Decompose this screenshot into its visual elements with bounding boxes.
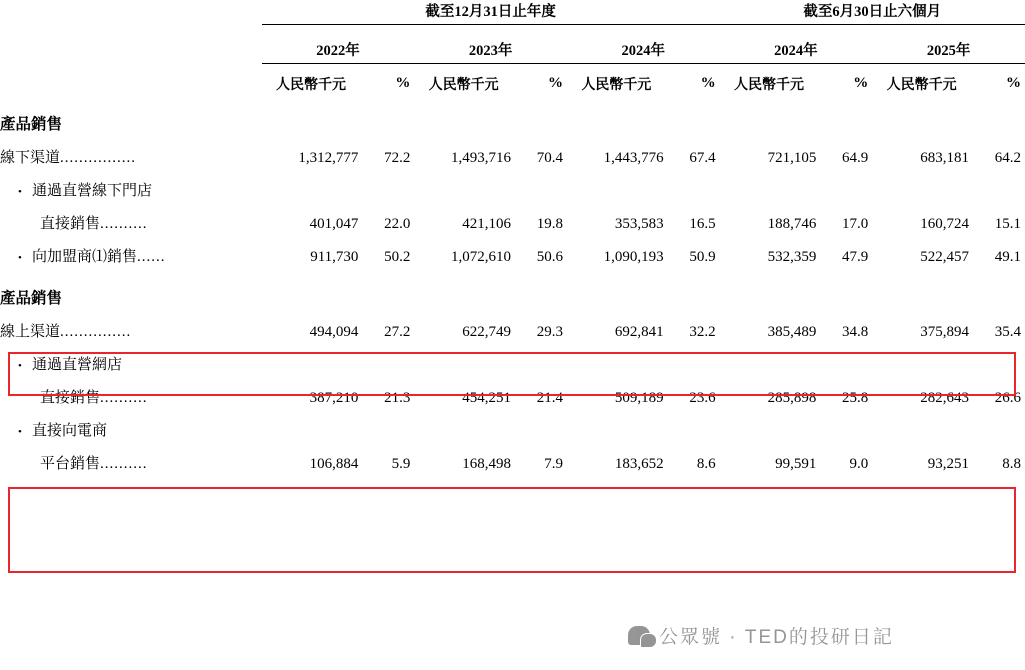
cell-value: 49.1 — [994, 249, 1021, 265]
cell-value: 188,746 — [767, 216, 817, 232]
header-pct-2025-interim: % — [1006, 75, 1021, 91]
cell-value: 385,489 — [767, 324, 817, 340]
cell-value: 50.2 — [384, 249, 411, 265]
cell-value: 72.2 — [384, 150, 411, 166]
cell-value: 21.3 — [384, 390, 411, 406]
table-row-highlighted — [0, 380, 1025, 413]
cell-value: 454,251 — [462, 390, 512, 406]
header-pct-2024-interim: % — [853, 75, 869, 91]
section-title-row — [0, 272, 1025, 314]
header-year-row — [0, 39, 1025, 64]
header-spacer-row — [0, 25, 1025, 40]
cell-value: 509,189 — [614, 390, 664, 406]
cell-value: 1,493,716 — [451, 150, 512, 166]
header-year-2024: 2024年 — [567, 39, 720, 64]
cell-value: 99,591 — [775, 456, 817, 472]
cell-value: 93,251 — [927, 456, 969, 472]
cell-value: 21.4 — [536, 390, 563, 406]
cell-value: 1,090,193 — [603, 249, 664, 265]
leader-dots: .......... — [100, 216, 148, 232]
table-row — [0, 140, 1025, 173]
cell-value: 64.9 — [842, 150, 869, 166]
watermark-text: 公眾號 · TED的投研日記 — [659, 627, 894, 648]
row-label-direct-online-stores: • 通過直營網店 — [18, 357, 123, 373]
table-row-highlighted — [0, 239, 1025, 272]
row-label-online-channel: 線上渠道............... — [0, 324, 132, 340]
header-unit-2025-interim: 人民幣千元 — [886, 78, 957, 93]
leader-dots: .......... — [100, 390, 148, 406]
row-label-platform-sales: 平台銷售.......... — [40, 456, 148, 472]
header-year-2022: 2022年 — [262, 39, 415, 64]
cell-value: 25.8 — [842, 390, 869, 406]
bullet-icon: • — [18, 185, 22, 198]
cell-value: 50.9 — [689, 249, 716, 265]
row-label-franchisee-sales: • 向加盟商⑴銷售...... — [18, 249, 166, 265]
cell-value: 22.0 — [384, 216, 411, 232]
cell-value: 64.2 — [994, 150, 1021, 166]
cell-value: 26.6 — [994, 390, 1021, 406]
header-unit-2023: 人民幣千元 — [428, 78, 499, 93]
cell-value: 721,105 — [767, 150, 817, 166]
cell-value: 34.8 — [842, 324, 869, 340]
cell-value: 1,072,610 — [451, 249, 512, 265]
row-label-direct-sales-offline: 直接銷售.......... — [40, 216, 148, 232]
wechat-icon — [628, 626, 650, 645]
cell-value: 27.2 — [384, 324, 411, 340]
section-title-offline: 產品銷售 — [0, 116, 63, 133]
header-group-interim: 截至6月30日止六個月 — [720, 0, 1025, 25]
cell-value: 622,749 — [462, 324, 512, 340]
header-unit-2022: 人民幣千元 — [276, 78, 347, 93]
cell-value: 911,730 — [310, 249, 359, 265]
header-year-2024-interim: 2024年 — [720, 39, 873, 64]
cell-value: 8.6 — [696, 456, 716, 472]
cell-value: 683,181 — [920, 150, 969, 166]
cell-value: 47.9 — [842, 249, 869, 265]
table-row — [0, 347, 1025, 380]
cell-value: 67.4 — [689, 150, 716, 166]
cell-value: 5.9 — [391, 456, 411, 472]
cell-value: 494,094 — [309, 324, 359, 340]
header-group-annual: 截至12月31日止年度 — [262, 0, 720, 25]
cell-value: 1,312,777 — [298, 150, 359, 166]
cell-value: 9.0 — [849, 456, 869, 472]
cell-value: 168,498 — [462, 456, 512, 472]
row-label-direct-sales-online: 直接銷售.......... — [40, 390, 148, 406]
table-row — [0, 206, 1025, 239]
header-year-2025-interim: 2025年 — [872, 39, 1025, 64]
header-unit-2024: 人民幣千元 — [581, 78, 652, 93]
leader-dots: ...... — [137, 249, 166, 265]
cell-value: 375,894 — [920, 324, 969, 340]
header-corner-blank — [0, 0, 262, 25]
cell-value: 421,106 — [462, 216, 512, 232]
table-row — [0, 446, 1025, 479]
cell-value: 29.3 — [536, 324, 563, 340]
cell-value: 15.1 — [994, 216, 1021, 232]
table-row — [0, 173, 1025, 206]
header-year-blank — [0, 39, 262, 64]
cell-value: 160,724 — [920, 216, 969, 232]
bullet-icon: • — [18, 359, 22, 372]
highlight-box-online-direct-sales — [8, 487, 1016, 573]
cell-value: 16.5 — [689, 216, 716, 232]
watermark — [628, 622, 894, 649]
cell-value: 7.9 — [544, 456, 563, 472]
cell-value: 17.0 — [842, 216, 869, 232]
cell-value: 183,652 — [614, 456, 664, 472]
bullet-icon: • — [18, 425, 22, 438]
cell-value: 522,457 — [920, 249, 969, 265]
cell-value: 19.8 — [536, 216, 563, 232]
header-unit-row — [0, 64, 1025, 99]
row-label-direct-to-ecommerce: • 直接向電商 — [18, 423, 108, 439]
cell-value: 8.8 — [1002, 456, 1021, 472]
header-unit-2024-interim: 人民幣千元 — [733, 78, 804, 93]
cell-value: 692,841 — [614, 324, 664, 340]
cell-value: 23.6 — [689, 390, 716, 406]
section-title-online: 產品銷售 — [0, 290, 63, 307]
header-unit-blank — [0, 64, 262, 99]
cell-value: 282,643 — [920, 390, 969, 406]
cell-value: 285,898 — [767, 390, 817, 406]
leader-dots: ............... — [60, 324, 132, 340]
header-group-row — [0, 0, 1025, 25]
cell-value: 401,047 — [309, 216, 359, 232]
header-spacer-cell — [0, 25, 1025, 40]
row-label-offline-channel: 線下渠道................ — [0, 150, 137, 166]
section-title-row — [0, 98, 1025, 140]
cell-value: 532,359 — [767, 249, 817, 265]
cell-value: 70.4 — [536, 150, 563, 166]
header-pct-2024: % — [700, 75, 716, 91]
cell-value: 353,583 — [614, 216, 664, 232]
leader-dots: ................ — [60, 150, 137, 166]
header-pct-2023: % — [547, 75, 563, 91]
cell-value: 106,884 — [309, 456, 359, 472]
header-year-2023: 2023年 — [414, 39, 567, 64]
header-pct-2022: % — [395, 75, 411, 91]
cell-value: 387,210 — [309, 390, 359, 406]
row-label-direct-stores: • 通過直營線下門店 — [18, 183, 153, 199]
cell-value: 50.6 — [536, 249, 563, 265]
table-row — [0, 413, 1025, 446]
leader-dots: .......... — [100, 456, 148, 472]
cell-value: 32.2 — [689, 324, 716, 340]
cell-value: 35.4 — [994, 324, 1021, 340]
bullet-icon: • — [18, 251, 22, 264]
cell-value: 1,443,776 — [603, 150, 664, 166]
table-row — [0, 314, 1025, 347]
